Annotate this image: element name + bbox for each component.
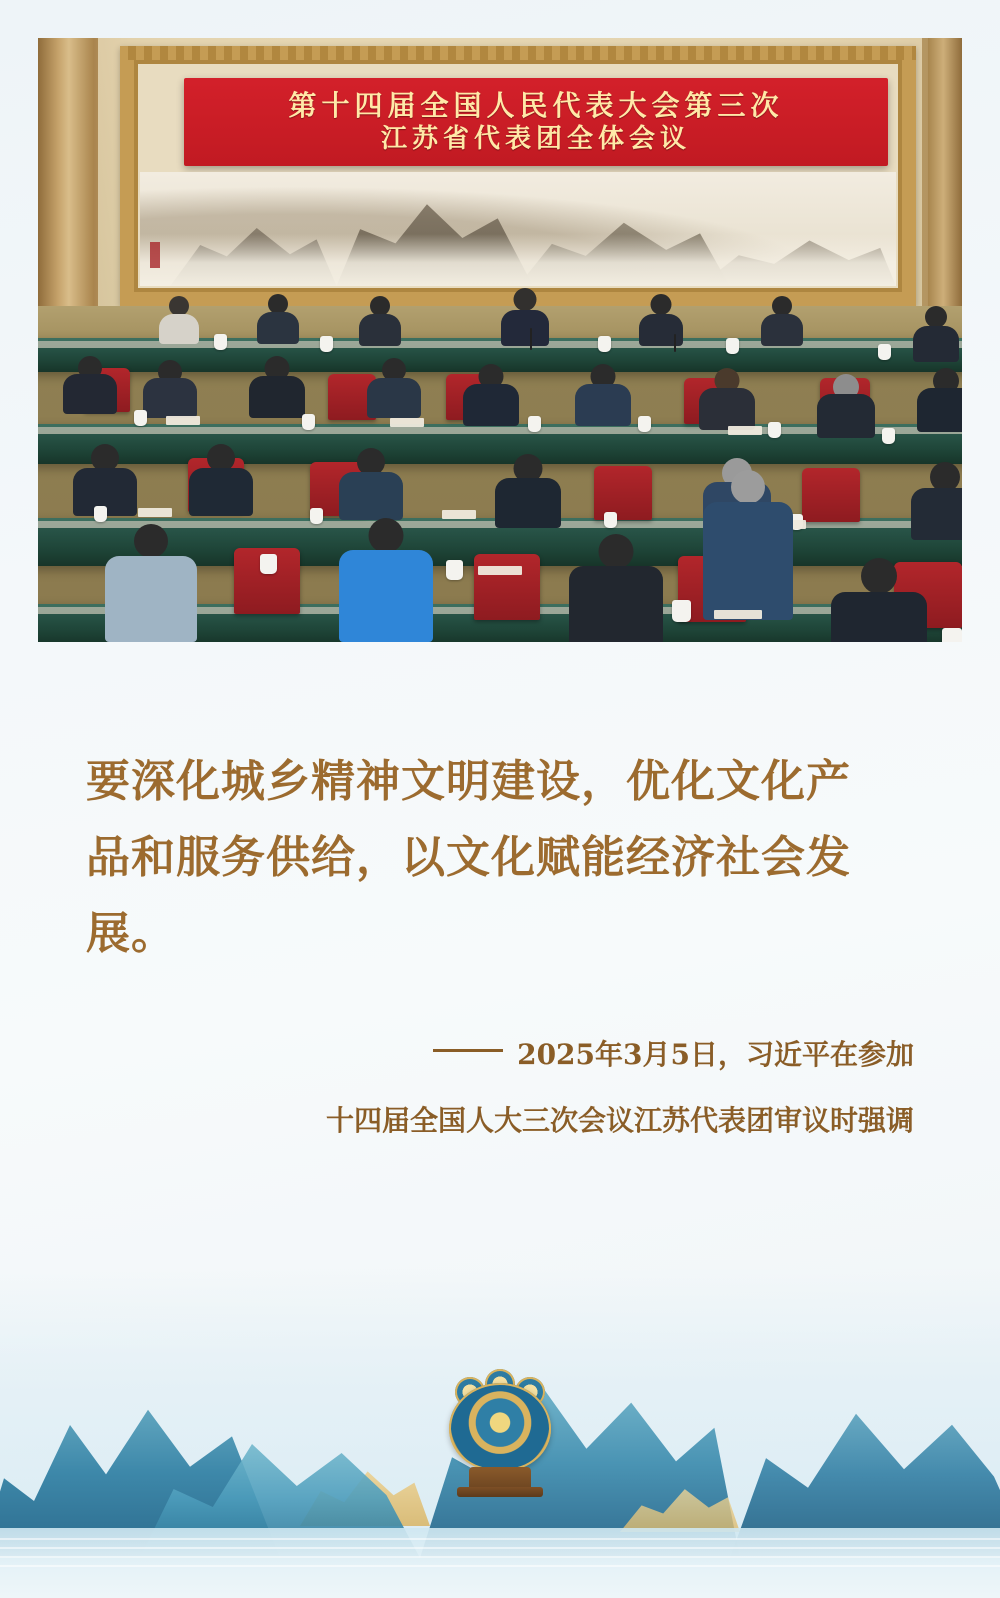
teacup: [94, 506, 107, 522]
painting-seal: [150, 242, 160, 268]
quote-line: 要深化城乡精神文明建设，优化文化产: [86, 756, 851, 807]
banner-title-line-1: 第十四届全国人民代表大会第三次: [288, 89, 784, 122]
teacup: [672, 600, 691, 622]
banner-title-line-2: 江苏省代表团全体会议: [380, 124, 691, 154]
teacup: [446, 560, 463, 580]
attribution-line-1: [86, 1022, 914, 1088]
document: [728, 426, 762, 435]
teacup: [310, 508, 323, 524]
teacup: [604, 512, 617, 528]
quote-block: [86, 744, 906, 972]
ornament-bowl: [449, 1383, 551, 1471]
microphone: [530, 328, 532, 350]
teacup: [598, 336, 611, 352]
document: [714, 610, 762, 619]
teacup: [638, 416, 651, 432]
bottom-landscape-decoration: [0, 1268, 1000, 1598]
teacup: [528, 416, 541, 432]
teacup: [302, 414, 315, 430]
attribution-line-2: 十四届全国人大三次会议江苏代表团审议时强调: [325, 1104, 914, 1137]
document: [390, 418, 424, 427]
landscape-painting: [140, 172, 896, 286]
cloisonne-vessel-icon: [445, 1383, 555, 1503]
teacup: [768, 422, 781, 438]
meeting-banner: [184, 78, 888, 166]
teacup: [942, 628, 962, 642]
teacup: [134, 410, 147, 426]
attribution-text-1: 2025年3月5日，习近平在参加: [517, 1038, 914, 1071]
document: [138, 508, 172, 517]
teacup: [882, 428, 895, 444]
quote-line: 品和服务供给，以文化赋能经济社会发: [86, 832, 851, 883]
document: [166, 416, 200, 425]
em-dash-rule: [433, 1049, 503, 1052]
teacup: [214, 334, 227, 350]
meeting-photo: [38, 38, 962, 642]
document: [478, 566, 522, 575]
teacup: [320, 336, 333, 352]
chair: [594, 466, 652, 520]
stage-picture-frame: [120, 46, 916, 306]
teacup: [878, 344, 891, 360]
teacup: [260, 554, 277, 574]
document: [442, 510, 476, 519]
painting-mist: [140, 234, 896, 286]
chair: [802, 468, 860, 522]
decoration-water: [0, 1528, 1000, 1598]
meeting-photo-scene: [38, 38, 962, 642]
quote-line: 展。: [86, 908, 176, 959]
chair: [474, 554, 540, 620]
attribution-block: [86, 1022, 914, 1154]
microphone: [674, 334, 676, 352]
ornament-base: [457, 1487, 543, 1497]
teacup: [726, 338, 739, 354]
